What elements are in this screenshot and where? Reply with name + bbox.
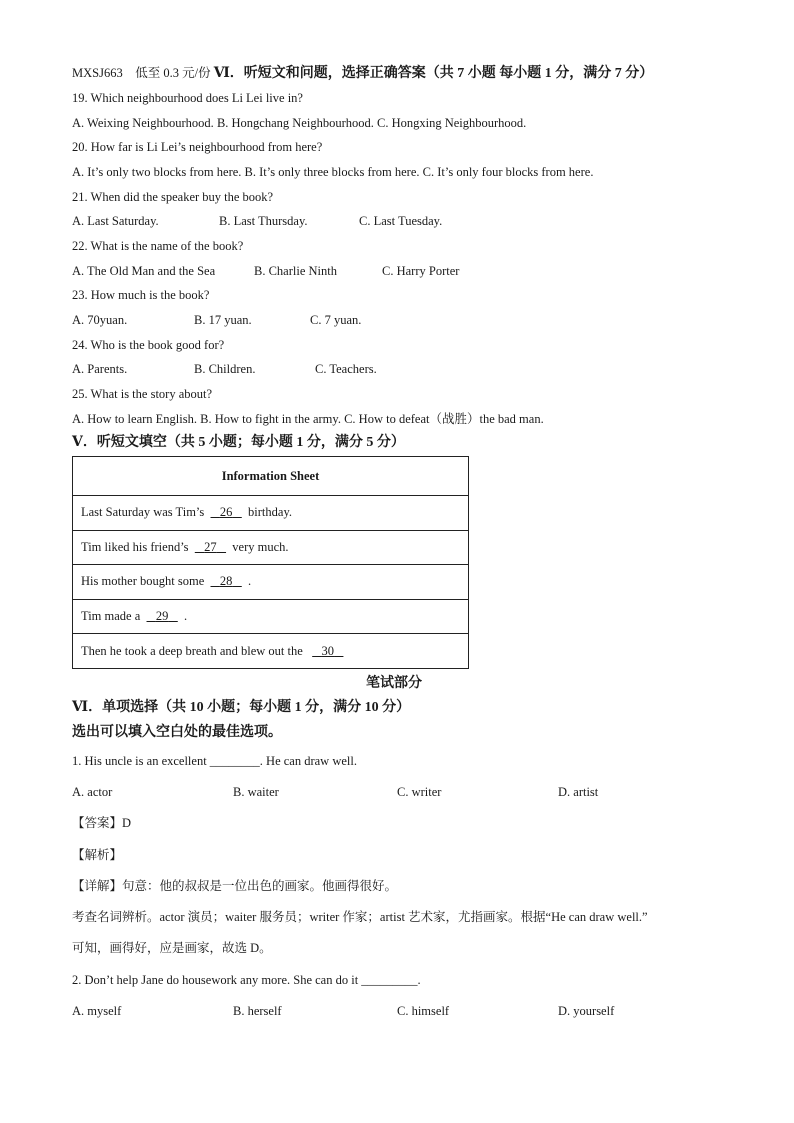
question-23: 23. How much is the book? (72, 288, 210, 302)
option: C. 7 yuan. (310, 313, 362, 327)
blank-29: 29 (155, 609, 169, 624)
options-25 (72, 411, 544, 427)
option: B. Children. (194, 362, 256, 376)
option: A. Weixing Neighbourhood. (72, 116, 214, 130)
information-sheet-table (72, 456, 469, 669)
question-22: 22. What is the name of the book? (72, 239, 244, 253)
question-25: 25. What is the story about? (72, 387, 213, 401)
option: C. How to defeat（战胜）the bad man. (344, 412, 544, 426)
analysis-label: 【解析】 (72, 848, 123, 862)
price-note: 低至 0.3 元/份 (135, 66, 211, 80)
options-19 (72, 115, 526, 131)
detail-text: 句意：他的叔叔是一位出色的画家。他画得很好。 (122, 879, 398, 893)
answer-line (72, 815, 131, 831)
question-1: 1. His uncle is an excellent ________. He can draw well. (72, 754, 357, 768)
option: C. writer (397, 785, 442, 799)
option: D. artist (558, 785, 599, 799)
option: B. waiter (233, 785, 279, 799)
option: C. Harry Porter (382, 264, 460, 278)
question-21: 21. When did the speaker buy the book? (72, 190, 274, 204)
option: B. Charlie Ninth (254, 264, 337, 278)
option: A. 70yuan. (72, 313, 128, 327)
blank-30: 30 (321, 643, 335, 658)
written-part-label: 笔试部分 (366, 676, 422, 691)
answer-value: D (122, 816, 132, 830)
table-row: Tim made a 29 . (73, 599, 469, 634)
blank-26: 26 (219, 505, 233, 520)
option: B. How to fight in the army. (200, 412, 341, 426)
question-24: 24. Who is the book good for? (72, 338, 225, 352)
section-title-listening: Ⅵ．听短文和问题，选择正确答案（共 7 小题 每小题 1 分，满分 7 分） (213, 66, 654, 81)
question-20: 20. How far is Li Lei’s neighbourhood from here? (72, 140, 323, 154)
option: A. How to learn English. (72, 412, 197, 426)
section-title-fill-in: Ⅴ．听短文填空（共 5 小题；每小题 1 分，满分 5 分） (72, 435, 405, 450)
table-header: Information Sheet (73, 457, 469, 496)
option: B. herself (233, 1004, 282, 1018)
option: C. himself (397, 1004, 450, 1018)
section-instruction: 选出可以填入空白处的最佳选项。 (72, 725, 282, 740)
option: B. 17 yuan. (194, 313, 252, 327)
answer-label: 【答案】 (72, 816, 123, 830)
option: C. Hongxing Neighbourhood. (376, 116, 527, 130)
option: B. Last Thursday. (219, 214, 308, 228)
table-row: Tim liked his friend’s 27 very much. (73, 530, 469, 565)
option: C. It’s only four blocks from here. (422, 165, 594, 179)
option: C. Last Tuesday. (359, 214, 443, 228)
detail-line (72, 878, 397, 894)
option: C. Teachers. (315, 362, 377, 376)
option: A. Parents. (72, 362, 128, 376)
doc-code: MXSJ663 (72, 66, 123, 80)
table-row: Then he took a deep breath and blew out the 30 (73, 634, 469, 669)
blank-27: 27 (204, 539, 217, 554)
blank-28: 28 (219, 574, 233, 589)
section-title-multiple-choice: Ⅵ．单项选择（共 10 小题；每小题 1 分，满分 10 分） (72, 700, 411, 715)
options-20 (72, 164, 593, 180)
option: A. The Old Man and the Sea (72, 264, 216, 278)
detail-label: 【详解】 (72, 879, 123, 893)
option: B. Hongchang Neighbourhood. (216, 116, 374, 130)
table-row: His mother bought some 28 . (73, 565, 469, 600)
question-19: 19. Which neighbourhood does Li Lei live in? (72, 91, 303, 105)
question-2: 2. Don’t help Jane do housework any more. She can do it _________. (72, 973, 421, 987)
header-line (72, 65, 653, 82)
table-row: Last Saturday was Tim’s 26 birthday. (73, 496, 469, 531)
option: A. It’s only two blocks from here. (72, 165, 242, 179)
explanation-line: 可知，画得好，应是画家，故选 D。 (72, 941, 272, 955)
option: A. actor (72, 785, 113, 799)
option: A. Last Saturday. (72, 214, 159, 228)
option: D. yourself (558, 1004, 615, 1018)
explanation-line: 考查名词辨析。actor 演员；waiter 服务员；writer 作家；artist 艺术家，尤指画家。根据“He can draw well.” (72, 910, 648, 924)
option: B. It’s only three blocks from here. (244, 165, 420, 179)
option: A. myself (72, 1004, 122, 1018)
